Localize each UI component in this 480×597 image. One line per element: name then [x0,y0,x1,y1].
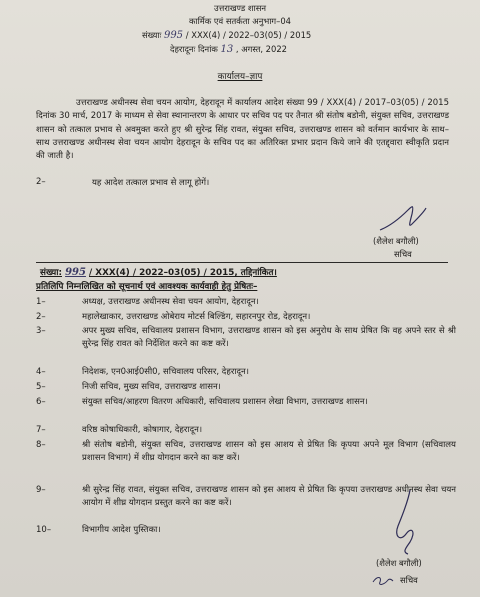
list-item-number: 8– [36,440,46,450]
government-name: उत्तराखण्ड शासन [213,3,267,13]
date-prefix: देहरादूनः दिनांक [170,44,218,54]
list-item-number: 9– [36,485,46,495]
ref-suffix: / XXX(4) / 2022–03(05) / 2015 [185,30,312,40]
list-item-text: संयुक्त सचिव/आहरण वितरण अधिकारी, सचिवालय प्रशासन लेखा विभाग, उत्तराखण्ड शासन। [82,397,368,407]
list-item [36,296,456,309]
signature-1-designation: सचिव [394,249,412,259]
reference-line [142,30,311,41]
signature-1-name: (शैलेश बगौली) [373,236,419,246]
divider [36,262,448,263]
list-item-number: 4– [36,367,46,377]
list-item [36,311,456,324]
endorsement-ref-suffix: / XXX(4) / 2022–03(05) / 2015, तद्दिनांकित। [89,268,277,278]
signature-2-designation: सचिव [400,575,418,585]
list-item [36,325,456,351]
date-line [170,44,287,55]
list-item-number: 5– [36,382,46,392]
list-item-text: अध्यक्ष, उत्तराखण्ड अधीनस्थ सेवा चयन आयोग, देहरादून। [82,297,259,307]
list-item-number: 6– [36,397,46,407]
list-item-text: वरिष्ठ कोषाधिकारी, कोषागार, देहरादून। [82,425,203,435]
paragraph-1: उत्तराखण्ड अधीनस्थ सेवा चयन आयोग, देहरादून में कार्यालय आदेश संख्या 99 / XXX(4) / 2017–03(05) / 2015 दिनांक 30 मार्च, 2017 के माध्यम से सेवा स्थानान्तरण के आधार पर सचिव पद पर तैनात श्री संतोष बडोनी, संयुक्त सचिव, उत्तराखण्ड शासन को तत्काल प्रभाव से अवमुक्त करते हुए श्री सुरेन्द्र सिंह रावत, संयुक्त सचिव, उत्तराखण्ड शासन को वर्तमान कार्यभार के साथ–साथ उत्तराखण्ड अधीनस्थ सेवा चयन आयोग देहरादून के सचिव पद का अतिरिक्त प्रभार प्रदान किये जाने की एतद्द्वारा स्वीकृति प्रदान की जाती है। [36,98,449,162]
date-suffix: , अगस्त, 2022 [235,44,287,54]
list-item [36,424,456,437]
list-item-text: महालेखाकार, उत्तराखण्ड ओबेराय मोटर्स बिल्डिंग, सहारनपुर रोड, देहरादून। [82,312,311,322]
list-item-text: श्री सुरेन्द्र सिंह रावत, संयुक्त सचिव, उत्तराखण्ड शासन को इस आशय से प्रेषित कि कृपया उत्तराखण्ड अधीनस्थ सेवा चयन आयोग में शीघ्र योगदान प्रस्तुत करने का कष्ट करें। [82,485,456,509]
list-item-number: 10– [36,525,52,535]
endorsement-subheading: प्रतिलिपि निम्नलिखित को सूचनार्थ एवं आवश्यक कार्यवाही हेतु प्रेषितः– [36,282,258,292]
list-item [36,366,456,379]
list-item-text: विभागीय आदेश पुस्तिका। [82,525,161,535]
initials-mark [370,572,396,588]
list-item [36,381,456,394]
list-item-text: अपर मुख्य सचिव, सचिवालय प्रशासन विभाग, उत्तराखण्ड शासन को इस अनुरोध के साथ प्रेषित कि वह अपने स्तर से श्री सुरेन्द्र सिंह रावत को निर्देशित करने का कष्ट करें। [82,326,456,350]
list-item [36,439,456,465]
list-item-number: 7– [36,425,46,435]
paragraph-2: यह आदेश तत्काल प्रभाव से लागू होगें। [92,178,210,188]
department-name: कार्मिक एवं सतर्कता अनुभाग–04 [189,16,291,26]
list-item-text: श्री संतोष बडोनी, संयुक्त सचिव, उत्तराखण्ड शासन को इस आशय से प्रेषित कि कृपया अपने मूल विभाग (सचिवालय प्रशासन विभाग) में शीघ्र योगदान करने का कष्ट करें। [82,440,456,464]
document-title: कार्यालय–ज्ञाप [217,72,263,82]
endorsement-ref-number-handwritten: 995 [65,267,86,278]
endorsement-ref-prefix: संख्या: [40,268,62,278]
list-item [36,396,456,409]
ref-prefix: संख्याः [142,30,162,40]
list-item-number: 3– [36,326,46,336]
endorsement-reference [40,266,277,278]
date-day-handwritten: 13 [220,44,234,55]
list-item-text: निजी सचिव, मुख्य सचिव, उत्तराखण्ड शासन। [82,382,221,392]
signature-mark-1 [372,200,432,240]
list-item-number: 1– [36,297,46,307]
signature-2-name: (शैलेश बगौली) [376,558,422,568]
signature-mark-2 [380,486,430,558]
paragraph-2-number: 2– [36,177,46,187]
list-item-number: 2– [36,312,46,322]
ref-number-handwritten: 995 [163,30,184,41]
list-item-text: निदेशक, एन0आई0सी0, सचिवालय परिसर, देहरादून। [82,367,249,377]
